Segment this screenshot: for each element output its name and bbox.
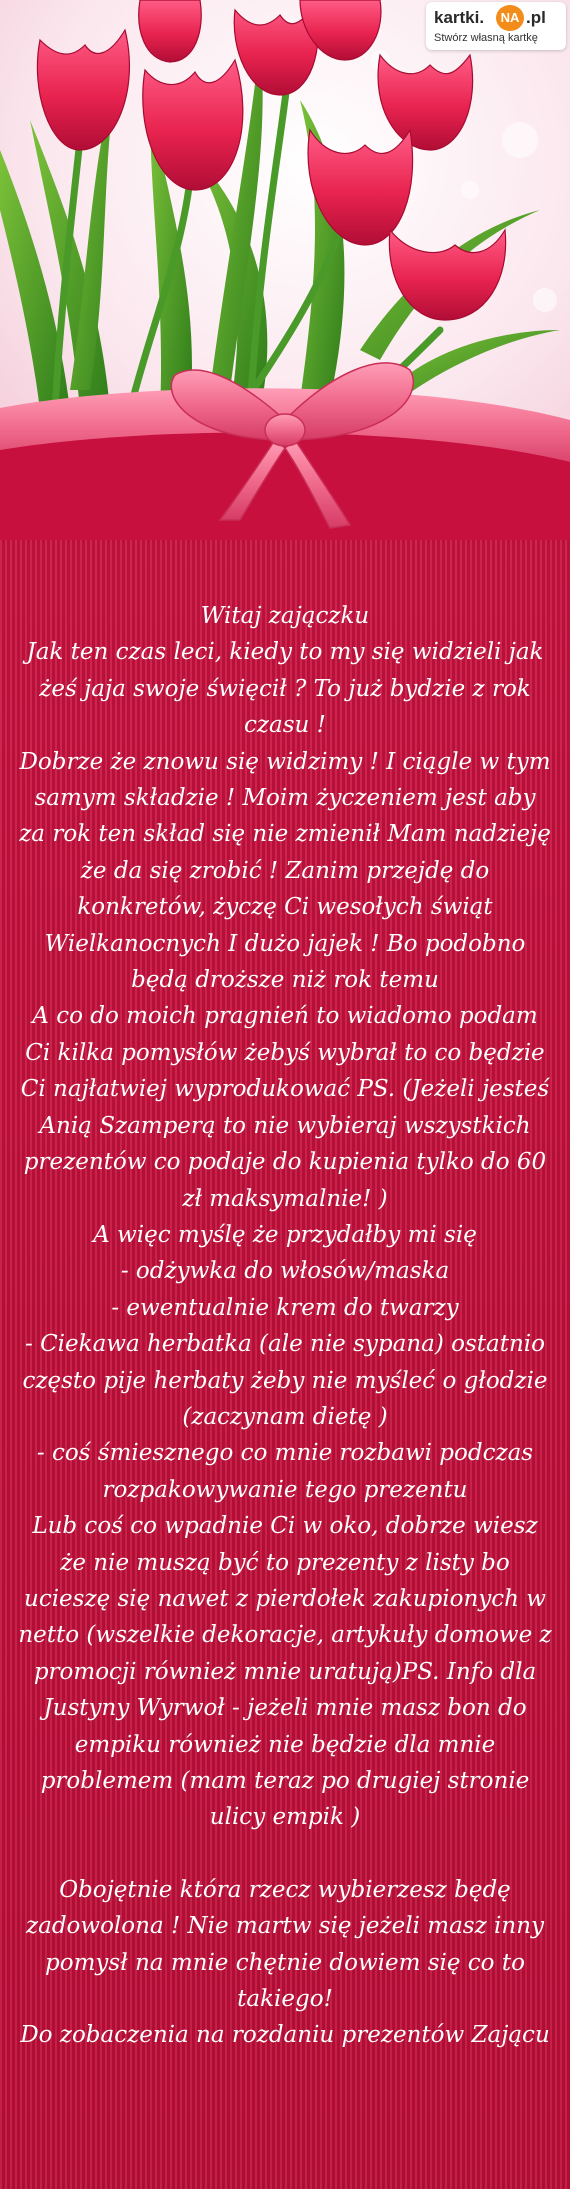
letter-line: - coś śmiesznego co mnie rozbawi podczas rozpakowywanie tego prezentu: [36, 1440, 534, 1503]
letter-line: Jak ten czas leci, kiedy to my się widzieli jak żeś jaja swoje święcił ? To już bydzie z rok czasu !: [26, 639, 544, 739]
letter-line: Do zobaczenia na rozdaniu prezentów Zającu: [20, 2022, 550, 2049]
kartki-logo[interactable]: [426, 2, 566, 50]
tulip-bouquet-illustration: [0, 0, 570, 540]
letter-line: Witaj zajączku: [200, 603, 370, 629]
logo-tld: .pl: [526, 8, 546, 27]
letter-line: - odżywka do włosów/maska: [120, 1258, 450, 1285]
letter-line: Lub coś co wpadnie Ci w oko, dobrze wiesz że nie muszą być to prezenty z listy bo ucieszę się nawet z pierdołek zakupionych w netto (wszelkie dekoracje, artykuły domowe z promocji również mnie uratują)PS. Info dla Justyny Wyrwoł - jeżeli mnie masz bon do empiku również nie będzie dla mnie problemem (mam teraz po drugiej stronie ulicy empik ): [18, 1513, 552, 1831]
logo-brand: kartki.: [434, 8, 485, 27]
letter-line: A więc myślę że przydałby mi się: [93, 1221, 477, 1248]
letter-line: A co do moich pragnień to wiadomo podam Ci kilka pomysłów żebyś wybrał to co będzie Ci najłatwiej wyprodukować PS. (Jeżeli jesteś Anią Szamperą to nie wybieraj wszystkich prezentów co podaje do kupienia tylko do 60 zł maksymalnie! ): [20, 1003, 550, 1212]
logo-badge: NA: [496, 5, 524, 31]
letter-line: Dobrze że znowu się widzimy ! I ciągle w tym samym składzie ! Moim życzeniem jest aby za rok ten skład się nie zmienił Mam nadzieję że da się zrobić ! Zanim przejdę do konkretów, życzę Ci wesołych świąt Wielkanocnych I dużo jajek ! Bo podobno będą droższe niż rok temu: [19, 748, 551, 994]
greeting-letter: [18, 598, 552, 2054]
logo-tagline: Stwórz własną kartkę: [434, 32, 538, 44]
letter-line: - Ciekawa herbatka (ale nie sypana) ostatnio często pije herbaty żeby nie myśleć o głodzie (zaczynam dietę ): [22, 1331, 548, 1430]
letter-line: - ewentualnie krem do twarzy: [111, 1294, 459, 1321]
letter-line: Obojętnie która rzecz wybierzesz będę zadowolona ! Nie martw się jeżeli masz inny pomysł na mnie chętnie dowiem się co to takiego!: [26, 1876, 544, 2013]
letter-blank-line: [18, 1836, 552, 1872]
